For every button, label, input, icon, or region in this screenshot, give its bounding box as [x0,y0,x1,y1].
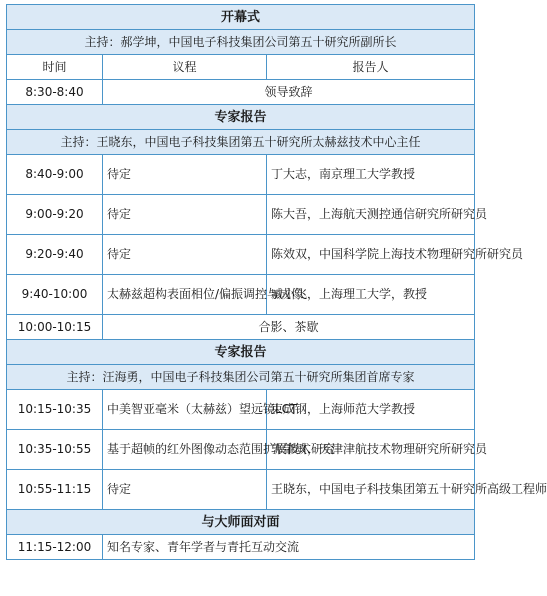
report1-row3-time: 9:20-9:40 [7,235,103,275]
opening-title: 开幕式 [7,5,475,30]
report1-row4-time: 9:40-10:00 [7,275,103,315]
header-reporter: 报告人 [267,55,475,80]
break-time: 10:00-10:15 [7,315,103,340]
report1-row4-reporter: 臧小飞，上海理工大学，教授 [267,275,475,315]
report1-row1-time: 8:40-9:00 [7,155,103,195]
report1-row3-reporter: 陈效双，中国科学院上海技术物理研究所研究员 [267,235,475,275]
report1-row4-agenda: 太赫兹超构表面相位/偏振调控与成像 [103,275,267,315]
opening-host: 主持：郝学坤，中国电子科技集团公司第五十研究所副所长 [7,30,475,55]
report1-title: 专家报告 [7,105,475,130]
break-agenda: 合影、茶歇 [103,315,475,340]
opening-time: 8:30-8:40 [7,80,103,105]
header-time: 时间 [7,55,103,80]
report2-row1-agenda: 中美智亚毫米（太赫兹）望远镜LCT [103,390,267,430]
report1-row2-time: 9:00-9:20 [7,195,103,235]
report1-row3-agenda: 待定 [103,235,267,275]
report1-row2-agenda: 待定 [103,195,267,235]
report2-host: 主持：汪海勇，中国电子科技集团公司第五十研究所集团首席专家 [7,365,475,390]
report1-row2-reporter: 陈大吾，上海航天测控通信研究所研究员 [267,195,475,235]
master-agenda: 知名专家、青年学者与青托互动交流 [103,535,475,560]
report2-row3-agenda: 待定 [103,470,267,510]
report2-row2-agenda: 基于超帧的红外图像动态范围扩展技术研究 [103,430,267,470]
report1-row1-reporter: 丁大志，南京理工大学教授 [267,155,475,195]
report2-title: 专家报告 [7,340,475,365]
report2-row2-reporter: 郭肇敏，天津津航技术物理研究所研究员 [267,430,475,470]
master-time: 11:15-12:00 [7,535,103,560]
report2-row1-reporter: 束成钢，上海师范大学教授 [267,390,475,430]
opening-agenda: 领导致辞 [103,80,475,105]
header-agenda: 议程 [103,55,267,80]
report1-host: 主持：王晓东，中国电子科技集团第五十研究所太赫兹技术中心主任 [7,130,475,155]
report2-row3-reporter: 王晓东，中国电子科技集团第五十研究所高级工程师 [267,470,475,510]
master-title: 与大师面对面 [7,510,475,535]
report1-row1-agenda: 待定 [103,155,267,195]
report2-row2-time: 10:35-10:55 [7,430,103,470]
schedule-table [6,4,547,560]
report2-row3-time: 10:55-11:15 [7,470,103,510]
report2-row1-time: 10:15-10:35 [7,390,103,430]
